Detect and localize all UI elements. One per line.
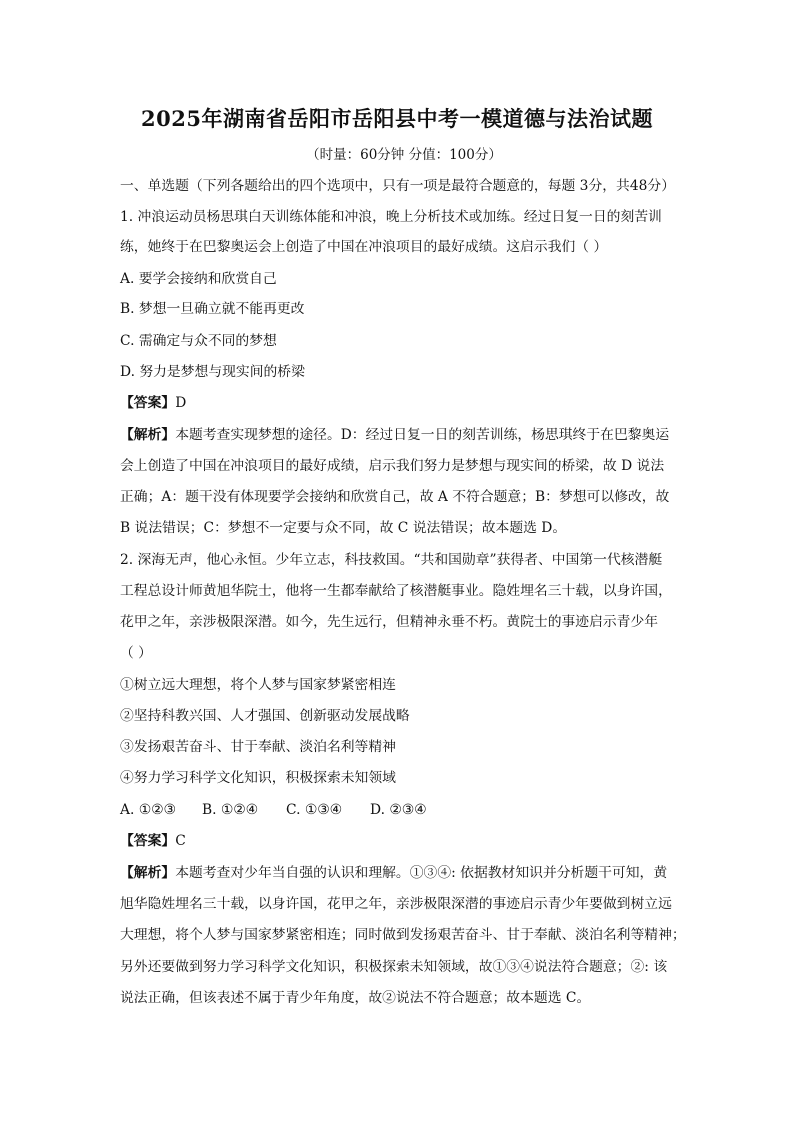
q2-stem-line: 2. 深海无声，他心永恒。少年立志，科技救国。“共和国勋章”获得者、中国第一代核潜艇 [120,552,663,568]
q2-analysis-line: 说法正确，但该表述不属于青少年角度，故②说法不符合题意；故本题选 C。 [120,990,591,1006]
page-title: 2025年湖南省岳阳市岳阳县中考一模道德与法治试题 [141,106,653,131]
q1-analysis-line: 会上创造了中国在冲浪项目的最好成绩，启示我们努力是梦想与现实间的桥梁，故 D 说法 [120,458,665,474]
q1-option-b: B. 梦想一旦确立就不能再更改 [120,301,305,317]
q2-analysis-line: 大理想，将个人梦与国家梦紧密相连；同时做到发扬艰苦奋斗、甘于奉献、淡泊名利等精神； [120,927,686,943]
q2-analysis-line: 旭华隐姓埋名三十载，以身许国，花甲之年，亲涉极限深潜的事迹启示青少年要做到树立远 [120,896,672,912]
analysis-text: 本题考查实现梦想的途径。D：经过日复一日的刻苦训练，杨思琪终于在巴黎奥运 [175,427,670,443]
answer-label: 【答案】 [120,395,176,411]
q1-answer [120,393,690,413]
answer-value: C [175,833,186,849]
q2-statement: ②坚持科教兴国、人才强国、创新驱动发展战略 [120,708,410,724]
q2-options [120,800,690,820]
q1-option-d: D. 努力是梦想与现实间的桥梁 [120,364,305,380]
q2-answer [120,831,690,851]
q1-analysis-line [120,425,690,445]
q2-option-b: B. ①②④ [202,802,259,818]
q1-stem-line: 练，她终于在巴黎奥运会上创造了中国在冲浪项目的最好成绩。这启示我们（ ） [120,239,608,255]
exam-info: （时量：60分钟 分值：100分） [306,147,502,163]
answer-label: 【答案】 [120,833,176,849]
q2-statement: ④努力学习科学文化知识，积极探索未知领域 [120,770,396,786]
q2-stem-line: 花甲之年，亲涉极限深潜。如今，先生远行，但精神永垂不朽。黄院士的事迹启示青少年 [120,614,659,630]
q2-statement: ①树立远大理想，将个人梦与国家梦紧密相连 [120,677,396,693]
analysis-label: 【解析】 [120,865,176,881]
section-heading: 一、单选题（下列各题给出的四个选项中，只有一项是最符合题意的，每题 3分，共48分） [120,178,675,194]
q2-analysis-line: 另外还要做到努力学习科学文化知识，积极探索未知领域，故①③④说法符合题意；②: 该 [120,959,668,975]
q1-analysis-line: B 说法错误；C：梦想不一定要与众不同，故 C 说法错误；故本题选 D。 [120,520,567,536]
q1-stem-line: 1. 冲浪运动员杨思琪白天训练体能和冲浪，晚上分析技术或加练。经过日复一日的刻苦训 [120,209,662,225]
q2-stem-line: 工程总设计师黄旭华院士，他将一生都奉献给了核潜艇事业。隐姓埋名三十载，以身许国， [120,583,672,599]
q2-analysis-line [120,863,690,883]
q2-stem-line: （ ） [120,645,152,661]
q1-option-c: C. 需确定与众不同的梦想 [120,333,277,349]
analysis-label: 【解析】 [120,427,176,443]
q2-statement: ③发扬艰苦奋斗、甘于奉献、淡泊名利等精神 [120,739,396,755]
analysis-text: 本题考查对少年当自强的认识和理解。①③④: 依据教材知识并分析题干可知，黄 [175,865,668,881]
answer-value: D [175,395,187,411]
q1-analysis-line: 正确；A：题干没有体现要学会接纳和欣赏自己，故 A 不符合题意；B：梦想可以修改，故 [120,489,670,505]
q2-option-a: A. ①②③ [120,802,176,818]
q2-option-d: D. ②③④ [370,802,427,818]
q2-option-c: C. ①③④ [286,802,342,818]
q1-option-a: A. 要学会接纳和欣赏自己 [120,271,277,287]
